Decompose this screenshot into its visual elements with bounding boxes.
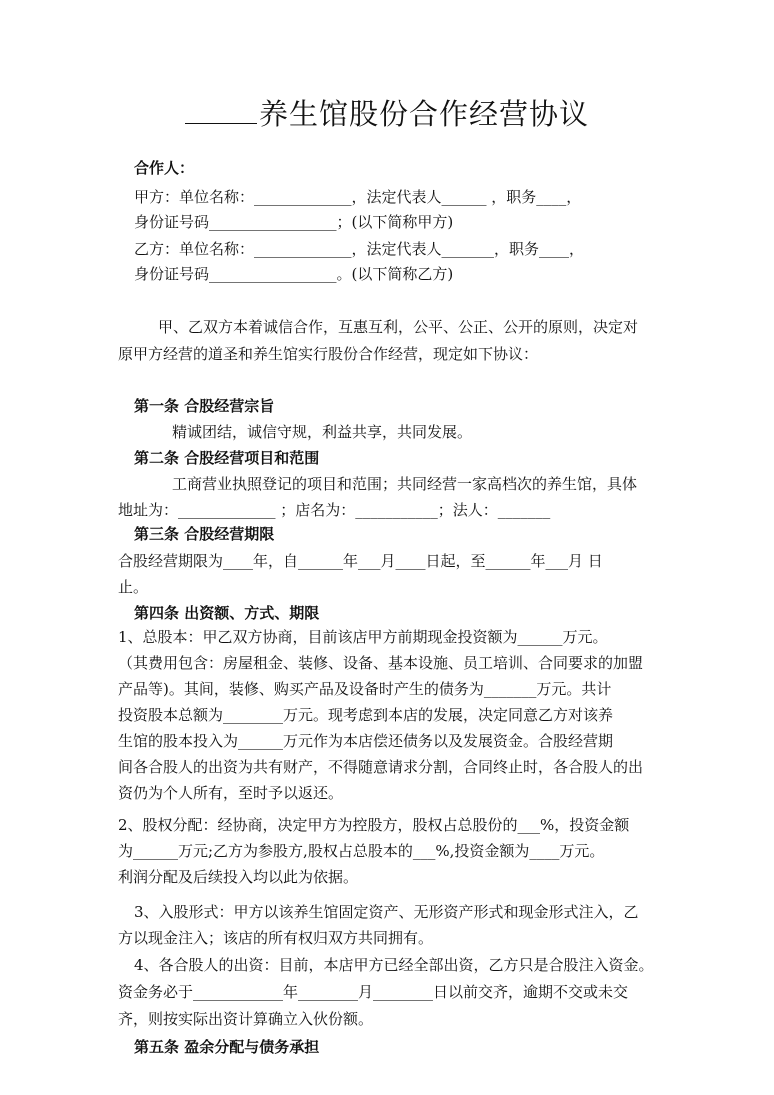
article-4-para-1-line-6: 间各合股人的出资为共有财产，不得随意请求分割，合同终止时，各合股人的出 [118,758,644,776]
article-3-heading: 第三条 合股经营期限 [134,525,275,543]
party-a-line-1: 甲方：单位名称：_____________，法定代表人______ ，职务____， [134,188,582,206]
article-4-para-4-line-3: 齐，则按实际出资计算确立入伙份额。 [118,1010,374,1028]
article-1-heading: 第一条 合股经营宗旨 [134,397,275,415]
article-4-para-2-line-3: 利润分配及后续投入均以此为依据。 [118,868,359,886]
article-4-para-1-line-5: 生馆的股本投入为______万元作为本店偿还债务以及发展资金。合股经营期 [118,732,614,750]
article-4-para-4-line-2: 资金务必于____________年________月________日以前交齐，逾期不交或未交 [118,983,629,1001]
intro-line-1: 甲、乙双方本着诚信合作，互惠互利，公平、公正、公开的原则，决定对 [158,318,639,336]
article-4-para-4-line-1: 4、各合股人的出资：目前，本店甲方已经全部出资，乙方只是合股注入资金。 [134,956,654,974]
article-4-para-1-line-4: 投资股本总额为________万元。现考虑到本店的发展，决定同意乙方对该养 [118,706,614,724]
intro-line-2: 原甲方经营的道圣和养生馆实行股份合作经营，现定如下协议： [118,345,539,363]
article-2-heading: 第二条 合股经营项目和范围 [134,449,320,467]
article-4-heading: 第四条 出资额、方式、期限 [134,604,320,622]
article-1-body: 精诚团结，诚信守规，利益共享，共同发展。 [172,423,473,441]
article-5-heading: 第五条 盈余分配与债务承担 [134,1038,320,1056]
article-4-para-1-line-3: 产品等)。其间，装修、购买产品及设备时产生的债务为_______万元。共计 [118,680,612,698]
article-4-para-3-line-2: 方以现金注入；该店的所有权归双方共同拥有。 [118,929,434,947]
article-2-body-1: 工商营业执照登记的项目和范围；共同经营一家高档次的养生馆，具体 [172,475,638,493]
article-4-para-2-line-1: 2、股权分配：经协商，决定甲方为控股方，股权占总股份的___%，投资金额 [118,816,630,834]
party-a-line-2: 身份证号码_________________；(以下简称甲方) [134,213,454,231]
partners-label: 合作人： [134,159,195,177]
article-4-para-2-line-2: 为______万元;乙方为参股方,股权占总股本的___%,投资金额为____万元。 [118,842,605,860]
article-3-body-2: 止。 [118,578,149,596]
article-4-para-1-line-1: 1、总股本：甲乙双方协商，目前该店甲方前期现金投资额为______万元。 [118,628,608,646]
party-b-line-2: 身份证号码_________________。(以下简称乙方) [134,265,454,283]
document-title [0,96,774,132]
article-2-body-2: 地址为：_____________ ；店名为：___________；法人：_______ [118,501,551,519]
article-3-body-1: 合股经营期限为____年，自______年___月____日起，至______年___月 日 [118,552,603,570]
title-blank-line [185,101,257,124]
party-b-line-1: 乙方：单位名称：_____________，法定代表人_______，职务____， [134,240,585,258]
article-4-para-1-line-7: 资仍为个人所有，至时予以返还。 [118,784,344,802]
title-text: 养生馆股份合作经营协议 [258,97,589,131]
article-4-para-1-line-2: （其费用包含：房屋租金、装修、设备、基本设施、员工培训、合同要求的加盟 [118,654,644,672]
article-4-para-3-line-1: 3、入股形式：甲方以该养生馆固定资产、无形资产形式和现金形式注入，乙 [134,903,639,921]
